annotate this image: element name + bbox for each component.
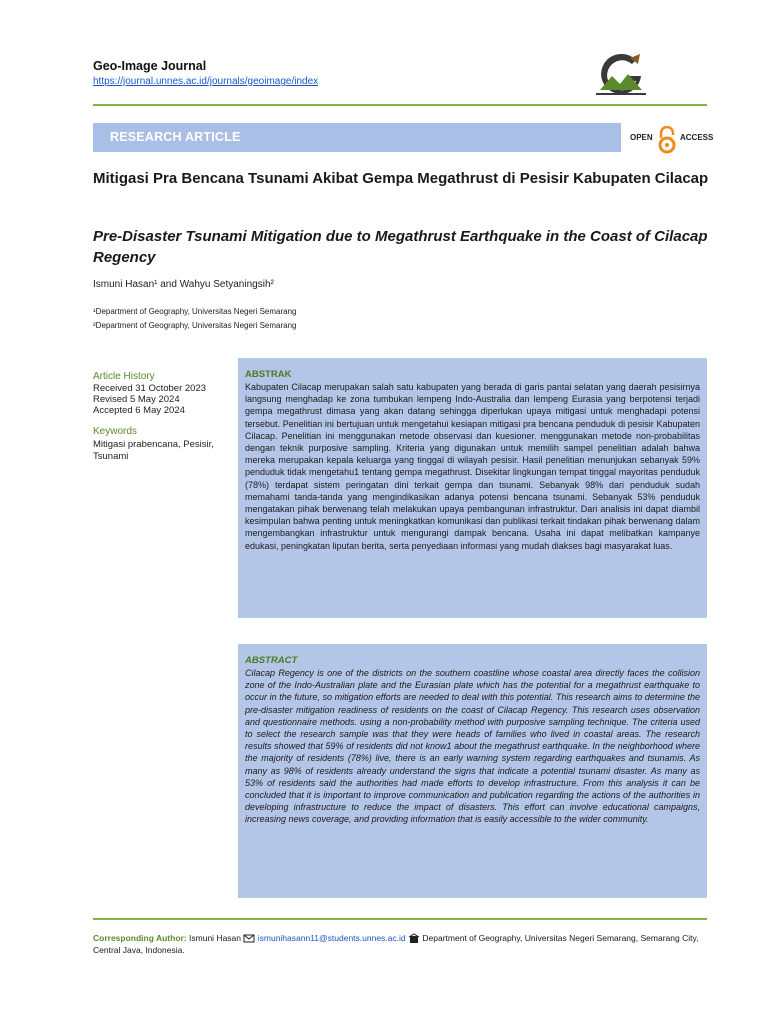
open-access-label-right: ACCESS — [680, 133, 714, 142]
keywords-line-2: Tsunami — [93, 451, 129, 462]
title-indonesian: Mitigasi Pra Bencana Tsunami Akibat Gempa Megathrust di Pesisir Kabupaten Cilacap — [93, 170, 709, 187]
open-access-lock-icon — [657, 126, 677, 154]
email-icon — [243, 933, 255, 944]
author-list: Ismuni Hasan¹ and Wahyu Setyaningsih² — [93, 279, 274, 290]
open-access-label-left: OPEN — [630, 133, 653, 142]
corresponding-author-email[interactable]: ismunihasann11@students.unnes.ac.id — [257, 933, 406, 943]
abstract-text: Cilacap Regency is one of the districts on the southern coastline whose coastal area directly faces the collision zone of the Indo-Australian plate and the Eurasian plate which has the potential for a megathrust earthquake to occur in the future, so mitigation efforts are needed to deal with this potential. This research aims to determine the pre-disaster mitigation readiness of residents on the coast of Cilacap Regency. This research uses observation and questionnaire methods. using a non-probability method with purposive sampling technique. The criteria used to select the research sample was that they were heads of families who lived in coastal areas. The research results showed that 59% of residents did not know1 about the megathrust earthquake. In the neighborhood where the majority of residents (78%) live, there is an early warning system regarding earthquakes and tsunamis. As many as 98% of residents already understand the signs that indicate a potential tsunami disaster. As many as 53% of residents said the authorities had made efforts to develop infrastructure. From this analysis it can be concluded that it is important to improve communication and publication regarding the actions of the authorities in developing infrastructure to reduce the impact of disasters. This effort can involve educational campaigns, increasing news coverage, and providing information that is easily accessible to the wider community. — [245, 668, 700, 825]
abstrak-text: Kabupaten Cilacap merupakan salah satu kabupaten yang berada di garis pantai selatan yang daerah pesisirnya langsung menghadap ke zona tumbukan lempeng Indo-Australia dan lempeng Eurasia yang berpotensi terjadi gempa megathrust dimasa yang akan datang sehingga diperlukan upaya mitigasi untuk menghadapi potensi tersebut. Penelitian ini bertujuan untuk mengetahui kesiapan mitigasi pra bencana penduduk di pesisir Kabupaten Cilacap. Penelitian ini menggunakan metode observasi dan kuesioner. menggunakan metode non-probabilitas dengan teknik purposive sampling. Kriteria yang digunakan untuk memilih sampel penelitian adalah bahwa mereka merupakan kepala keluarga yang tinggal di wilayah pesisir. Hasil penelitian menunjukan sebanyak 59% penduduk tidak mengetahu1 tentang gempa megathrust. Disekitar lingkungan tempat tinggal mayoritas penduduk (78%) terdapat sistem peringatan dini terkait gempa dan tsunami. Sebanyak 98% dari penduduk sudah memahami tanda-tanda yang mengindikasikan adanya potensi bencana tsunami. Sebanyak 53% penduduk mengatakan pihak berwenang telah melakukan upaya pembangunan infrastruktur. Dari analisis ini dapat diambil kesimpulan bahwa penting untuk meningkatkan komunikasi dan publikasi terkait tindakan pihak berwenang dalam mengembangkan infrastruktur untuk mengurangi dampak bencana. Usaha ini dapat melibatkan kampanye edukasi, peningkatan liputan berita, serta penyediaan informasi yang mudah diakses bagi masyarakat luas. — [245, 382, 700, 551]
corresponding-author-address: Department of Geography, Universitas Negeri Semarang, Semarang City, Central Java, Indonesia. — [93, 933, 699, 956]
building-icon — [408, 933, 420, 944]
journal-name: Geo-Image Journal — [93, 59, 207, 73]
journal-logo-icon — [592, 50, 650, 100]
keywords-line-1: Mitigasi prabencana, Pesisir, — [93, 439, 214, 450]
corresponding-author-name: Ismuni Hasan — [189, 933, 241, 943]
abstract-heading: ABSTRACT — [245, 655, 298, 666]
article-history-heading: Article History — [93, 371, 155, 382]
corresponding-author-label: Corresponding Author: — [93, 933, 187, 943]
received-date: Received 31 October 2023 — [93, 383, 207, 394]
abstrak-heading: ABSTRAK — [245, 369, 292, 380]
affiliation-2: ²Department of Geography, Universitas Negeri Semarang — [93, 321, 297, 330]
affiliation-1: ¹Department of Geography, Universitas Negeri Semarang — [93, 307, 297, 316]
footer-rule — [93, 918, 707, 920]
accepted-date: Accepted 6 May 2024 — [93, 405, 185, 416]
article-type-label: RESEARCH ARTICLE — [110, 130, 241, 144]
keywords-heading: Keywords — [93, 426, 137, 437]
title-english: Pre-Disaster Tsunami Mitigation due to Megathrust Earthquake in the Coast of Cilacap Regency — [93, 228, 708, 266]
revised-date: Revised 5 May 2024 — [93, 394, 180, 405]
journal-url-link[interactable]: https://journal.unnes.ac.id/journals/geoimage/index — [93, 76, 319, 87]
header-rule — [93, 104, 707, 106]
corresponding-author-block — [93, 932, 707, 956]
